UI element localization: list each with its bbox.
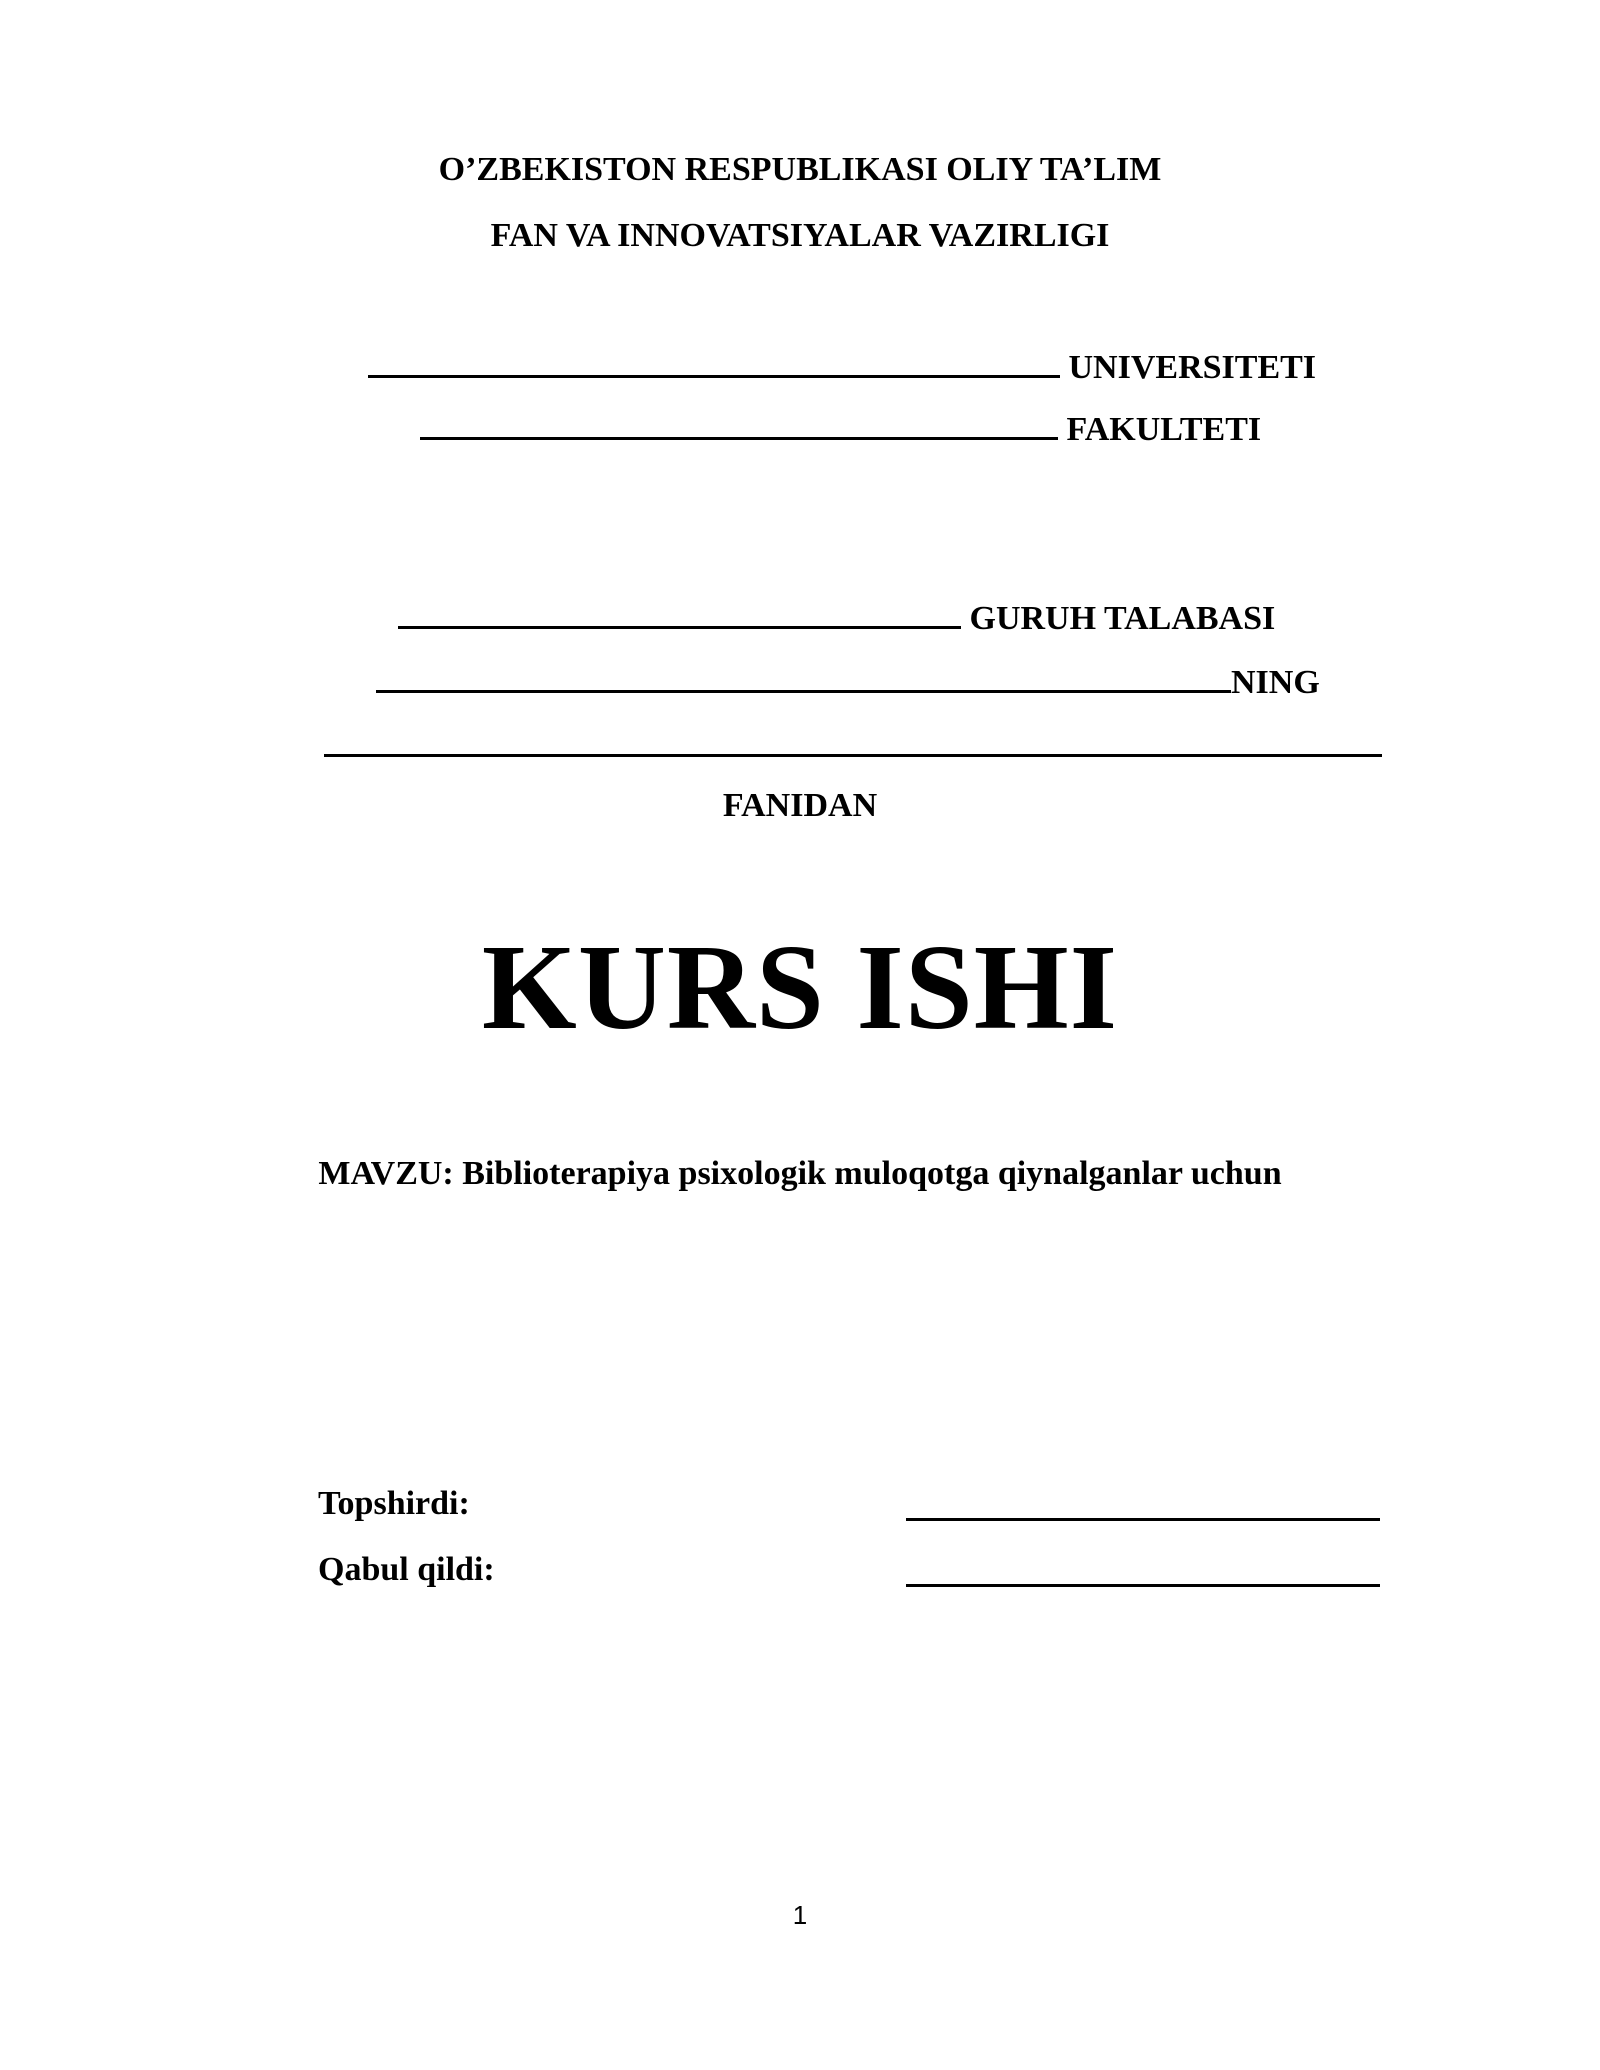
subject-suffix: FANIDAN — [722, 787, 878, 824]
university-blank — [368, 345, 1060, 378]
student-name-blank — [376, 660, 1231, 693]
group-blank — [398, 596, 961, 629]
subject-blank — [324, 724, 1382, 757]
page-number: 1 — [792, 1900, 808, 1930]
university-line — [368, 345, 1316, 388]
submitted-label: Topshirdi: — [318, 1485, 470, 1522]
subject-line — [324, 724, 1382, 767]
accepted-label: Qabul qildi: — [318, 1551, 495, 1588]
student-name-suffix: NING — [1231, 664, 1320, 701]
submitted-signature-line — [906, 1518, 1380, 1521]
document-title: KURS ISHI — [481, 920, 1119, 1055]
topic-line: MAVZU: Biblioterapiya psixologik muloqotga qiynalganlar uchun — [318, 1155, 1282, 1192]
group-line — [398, 596, 1275, 639]
faculty-line — [420, 407, 1261, 450]
faculty-blank — [420, 407, 1058, 440]
accepted-signature-line — [906, 1584, 1380, 1587]
student-name-line — [376, 660, 1320, 703]
faculty-suffix: FAKULTETI — [1066, 411, 1262, 448]
group-suffix: GURUH TALABASI — [969, 600, 1276, 637]
ministry-line-1: O’ZBEKISTON RESPUBLIKASI OLIY TA’LIM — [438, 151, 1162, 188]
ministry-line-2: FAN VA INNOVATSIYALAR VAZIRLIGI — [490, 217, 1110, 254]
university-suffix: UNIVERSITETI — [1068, 349, 1317, 386]
